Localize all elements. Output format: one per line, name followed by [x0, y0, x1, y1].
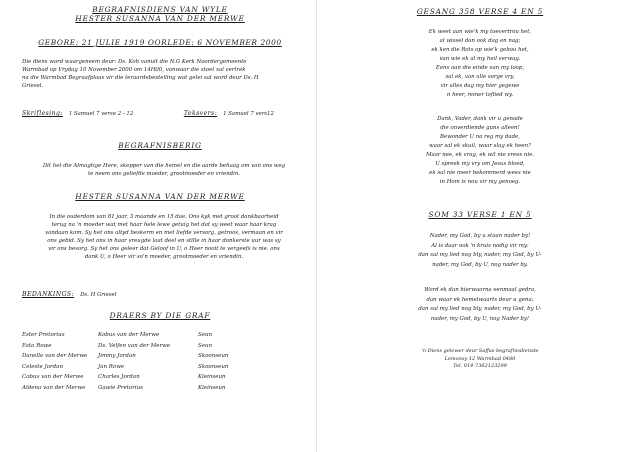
hymn-line: ek ken die Rots op wie'k gebou het, — [431, 47, 529, 53]
hymn-line: die onverdiende guns alleen! — [440, 125, 520, 131]
tribute-line: terug na 'n moeder wat met haar hele lewe getuig het dat sy weet waar haar krag — [51, 222, 277, 228]
hymn-line: Word ek dan hierwaarna eenmaal gedra, — [424, 287, 536, 293]
bearer-name: Esta Rowe — [22, 342, 52, 349]
bearer-relation: Kleinseun — [198, 384, 226, 391]
service-title: BEGRAFNISDIENS VAN WYLE — [92, 5, 228, 14]
service-line: Die diens word waargeneem deur: Ds. Koh vanuit die N.G Kerk Noordergemeente — [22, 59, 247, 65]
hymn-line: waar sal ek skuil, waar slag ek heen? — [429, 143, 531, 149]
burial-notice-heading: BEGRAFNISBERIG — [118, 141, 202, 150]
bearer-name: Aldena van der Merwe — [22, 384, 86, 391]
bearer-name: Danelle van der Merwe — [22, 353, 88, 359]
bearer-name: Jan Rowe — [98, 363, 125, 370]
hymn-line: vir alles dag my hier gegewe — [440, 83, 520, 89]
hymn-line: dan sal my lied nog bly, nader, my God, by U- — [418, 252, 542, 258]
tribute-paragraph — [16, 213, 312, 261]
footer-line: 'n Diens gelewer deur Saffas begrafnisdienste — [421, 348, 539, 354]
text-verse-label: Teksvers: — [183, 110, 218, 117]
bearer-name: Kobus van der Merwe — [98, 332, 160, 338]
bearer-name: Ds. Velfen van der Merwe — [98, 342, 171, 349]
hymn-line: Maar nee, ek vrag, ek wil nie vrees nie. — [425, 152, 535, 158]
hymn-one-verse-two — [360, 115, 600, 187]
acknowledgements-label: BEDANKINGS: — [22, 291, 75, 298]
hymn-line: U spreek my vry om Jesus bloed, — [435, 161, 525, 167]
pallbearer-row — [22, 351, 312, 362]
bearer-relation: Kleinseun — [198, 374, 226, 380]
text-verse-value: 1 Samuel 7 vers12 — [223, 111, 274, 117]
document-header — [10, 5, 310, 23]
service-line: na die Warmbad Begraafplaas vir die teraardebestelling wat gelei sal word deur Ds. H — [22, 75, 259, 81]
bearer-name: Jimmy Jordan — [98, 353, 136, 359]
burial-line: te neem ons geliefde moeder, grootmoeder en vriendin. — [87, 171, 241, 177]
hymn-two-verse-one — [350, 232, 610, 270]
hymn-one-heading: GESANG 358 VERSE 4 EN 5 — [416, 7, 544, 16]
bearer-name: Charles Jordan — [98, 374, 140, 380]
bearer-name: Gawie Pretorius — [98, 384, 144, 391]
hymn-line: n heer, reiner loflied wy. — [446, 92, 514, 98]
hymn-line: ek sal nie meer bekommerd wees nie — [429, 170, 531, 176]
readings-row — [22, 110, 312, 118]
birth-death-dates: GEBORE: 21 JULIE 1919 OORLEDE: 6 NOVEMBER 2000 — [38, 38, 282, 47]
hymn-one-verse-one — [360, 28, 600, 100]
pallbearers-heading: DRAERS BY DIE GRAF — [109, 311, 211, 320]
service-details — [22, 58, 312, 90]
bearer-relation: Seun — [198, 342, 213, 349]
hymn-line: Nader, my God, by u staan nader by! — [429, 233, 531, 239]
bearer-relation: Skoonseun — [198, 353, 229, 359]
footer-line: Lemonsy 12 Warmbad 0480 — [444, 355, 516, 362]
bearer-relation: Seun — [198, 332, 213, 338]
tribute-line: vandaan kom. Sy het ons altyd beskerm en met liefde versorg, getroos, vermaan en vir — [45, 230, 283, 236]
bearer-relation: Skoonseun — [198, 363, 229, 370]
burial-notice — [16, 162, 312, 178]
footer-line: Tel. 014-7362123299 — [453, 363, 507, 369]
hymn-line: Ek weet aan wie'k my toevertrou het, — [428, 29, 532, 35]
service-line: Warmbad op Vrydag 10 November 2000 om 14H00, vanwaar die stoet sal vertrek — [22, 67, 246, 73]
acknowledgements-value: Ds. H Griesel — [80, 292, 117, 298]
scripture-reading-value: 1 Samuel 7 verse 2 - 12 — [68, 111, 134, 117]
deceased-name-heading: HESTER SUSANNA VAN DER MERWE — [75, 192, 245, 201]
hymn-line: dan sal my lied nog bly, nader, my God, by U- — [418, 306, 542, 312]
burial-line: Dit het die Almagtige Here, skepper van die hemel en die aarde behaag om van ons weg — [42, 163, 286, 169]
hymn-line: van wie ek al my heil verwag. — [439, 56, 521, 62]
pallbearer-row — [22, 330, 312, 341]
hymn-line: Bewonder U na reg my dade, — [440, 134, 520, 140]
pallbearers-table — [22, 330, 312, 393]
hymn-line: Dank, Vader, dank vir u genade — [437, 116, 523, 122]
tribute-line: dank U, o Heer vir so'n moeder, grootmoeder en vriendin. — [84, 254, 244, 260]
hymn-line: in Hom is nou vir my genoeg. — [439, 179, 521, 185]
hymn-line: al wissel dan ook dag en nag; — [439, 38, 521, 44]
hymn-line: Eens aan die einde van my loop, — [435, 65, 525, 71]
pallbearer-row — [22, 341, 312, 352]
acknowledgements-row — [22, 291, 312, 299]
bearer-name: Celeste Jordan — [22, 363, 64, 370]
right-page — [320, 0, 630, 452]
hymn-two-verse-two — [350, 286, 610, 324]
bearer-name: Ester Pretorius — [22, 332, 65, 338]
pallbearer-row — [22, 383, 312, 394]
hymn-two-heading: SOM 33 VERSE 1 EN 5 — [428, 210, 532, 219]
hymn-line: sal ek, van alle sorge vry, — [445, 74, 515, 80]
deceased-name-title: HESTER SUSANNA VAN DER MERWE — [75, 14, 245, 23]
pallbearer-row — [22, 372, 312, 383]
tribute-line: In die ouderdom van 81 jaar, 3 maande en 15 dae. Ons kyk met groot dankbaarheid — [49, 214, 279, 220]
tribute-line: ons gebid. Sy het ons in haar vreugde laat deel en stille in haar donkerste uur was sy — [47, 238, 281, 244]
scripture-reading-label: Skriflesing: — [22, 110, 63, 117]
hymn-line: Al is daar ook 'n kruis nodig vir my: — [431, 242, 529, 249]
bearer-name: Cobus van der Merwe — [22, 374, 84, 380]
hymn-line: nader, my God, by U, nog nader by. — [432, 261, 528, 268]
hymn-line: nader, my God, by U, nog Nader by! — [430, 315, 530, 322]
pallbearer-row — [22, 362, 312, 373]
tribute-line: vir ons besorg. Sy het ons geleer dat Geloof in U, o Heer nooit te vergeefs is nie. ons — [48, 246, 280, 252]
service-line: Griesel. — [22, 83, 44, 89]
hymn-line: dan waar ek hemelwaarts deur u gena; — [426, 296, 534, 303]
funeral-home-footer — [370, 348, 590, 371]
